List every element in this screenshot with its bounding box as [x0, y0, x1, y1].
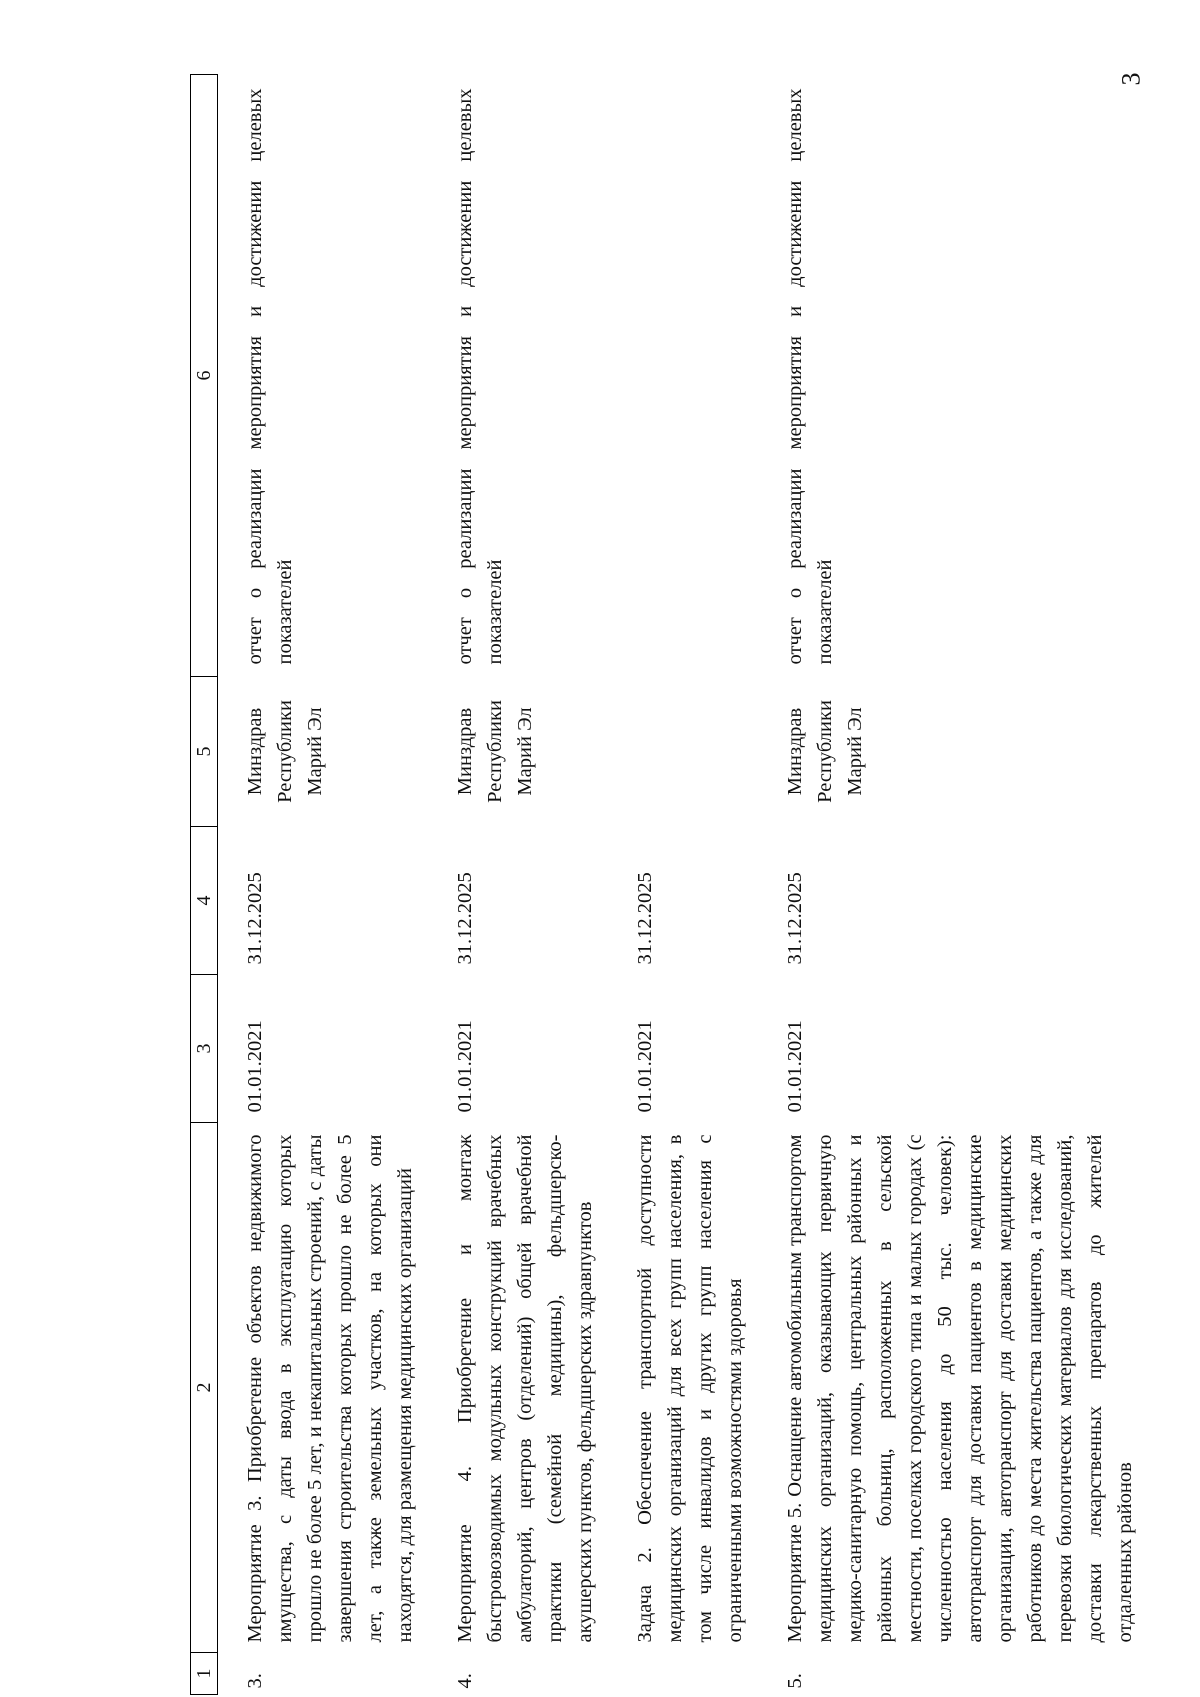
column-number-1: 1 — [191, 1653, 218, 1695]
table-row — [428, 75, 608, 1695]
row-number: 5. — [784, 1673, 806, 1689]
end-date: 31.12.2025 — [634, 872, 656, 965]
expected-result: отчет о реализации мероприятия и достижении целевых показателей — [454, 88, 506, 665]
row-number: 4. — [454, 1673, 476, 1689]
start-date: 01.01.2021 — [454, 1020, 476, 1113]
start-date: 01.01.2021 — [244, 1020, 266, 1113]
table-row — [758, 75, 1148, 1695]
measure-description: Мероприятие 5. Оснащение автомобильным транспортом медицинских организаций, оказывающих первичную медико-санитарную помощь, центральных районных и районных больниц, расположенных в сельской местности, поселках городского типа и малых городах (с численностью населения до 50 тыс. человек): автотранспорт для доставки пациентов в медицинские организации, автотранспорт для доставки медицинских работников до места жительства пациентов, а также для перевозки биологических материалов для исследований, доставки лекарственных препаратов до жителей отдаленных районов — [784, 1134, 1136, 1643]
measure-description: Мероприятие 3. Приобретение объектов недвижимого имущества, с даты ввода в эксплуатацию которых прошло не более 5 лет, и некапитальных строений, с даты завершения строительства которых прошло не более 5 лет, а также земельных участков, на которых они находятся, для размещения медицинских организаций — [244, 1134, 416, 1643]
row-number — [608, 1653, 758, 1695]
table-row-task — [608, 75, 758, 1695]
expected-result: отчет о реализации мероприятия и достижении целевых показателей — [784, 88, 836, 665]
column-number-5: 5 — [191, 677, 218, 827]
column-number-3: 3 — [191, 975, 218, 1123]
measures-table — [190, 74, 1148, 1695]
expected-result: отчет о реализации мероприятия и достижении целевых показателей — [244, 88, 296, 665]
column-number-row — [191, 75, 218, 1695]
end-date: 31.12.2025 — [244, 872, 266, 965]
expected-result — [608, 75, 758, 677]
measure-description: Мероприятие 4. Приобретение и монтаж быстровозводимых модульных конструкций врачебных амбулаторий, центров (отделений) общей врачебной практики (семейной медицины), фельдшерско-акушерских пунктов, фельдшерских здравпунктов — [454, 1134, 596, 1643]
table-row — [218, 75, 429, 1695]
responsible-executor: Минздрав Республики Марий Эл — [454, 700, 536, 803]
start-date: 01.01.2021 — [784, 1020, 806, 1113]
start-date: 01.01.2021 — [634, 1020, 656, 1113]
page-number: 3 — [1116, 72, 1146, 86]
end-date: 31.12.2025 — [784, 872, 806, 965]
responsible-executor: Минздрав Республики Марий Эл — [784, 700, 866, 803]
measures-table-sheet — [190, 75, 1136, 1695]
column-number-4: 4 — [191, 827, 218, 975]
responsible-executor — [608, 677, 758, 827]
column-number-6: 6 — [191, 75, 218, 677]
row-number: 3. — [244, 1673, 266, 1689]
end-date: 31.12.2025 — [454, 872, 476, 965]
responsible-executor: Минздрав Республики Марий Эл — [244, 700, 326, 803]
task-description: Задача 2. Обеспечение транспортной доступности медицинских организаций для всех групп населения, в том числе инвалидов и других групп населения с ограниченными возможностями здоровья — [634, 1134, 746, 1643]
column-number-2: 2 — [191, 1123, 218, 1653]
